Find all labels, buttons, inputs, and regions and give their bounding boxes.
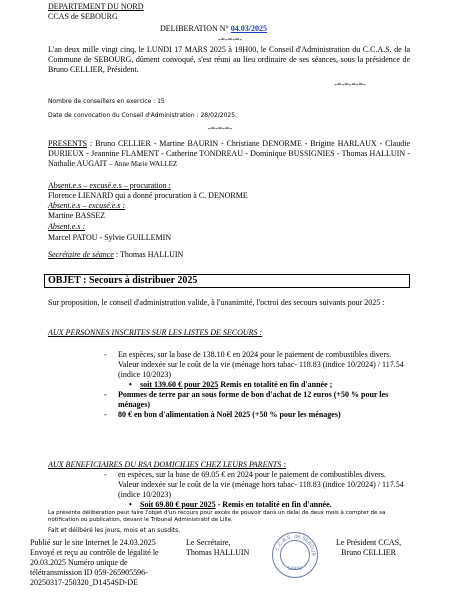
section1-bullet-rest: Remis en totalité en fin d'année ;	[218, 380, 333, 389]
section2-bullet	[126, 500, 404, 510]
department-title: DEPARTEMENT DU NORD	[48, 2, 144, 11]
section1-bullet-amount: soit 139.60 € pour 2025	[140, 380, 219, 389]
stamp-inner-ring	[280, 540, 310, 570]
absents-text: Marcel PATOU - Sylvie GUILLEMIN	[48, 233, 172, 242]
stamp-code: 59990	[287, 567, 303, 572]
presents-label: PRESENTS	[48, 139, 88, 148]
section2-bullet-amount: Soit 69.80 € pour 2025	[140, 500, 216, 509]
section2-title: AUX BENEFICIAIRES DU RSA DOMICILIES CHEZ LEURS PARENTS :	[48, 460, 286, 469]
section1-bullet	[126, 380, 404, 390]
presents-paragraph	[48, 139, 410, 169]
absents-label: Absent.e.s :	[48, 222, 86, 231]
section1-item-especes: - En espèces, sur la base de 138.10 € en 2024 pour le paiement de combustibles divers. Valeur indexée sur le coût de la vie (ménage hors tabac- 118.83 (indice 10/2024) / 117.54 (indice 10/2023)	[104, 350, 404, 380]
fait-delibere: Fait et délibéré les jours, mois et an susdits.	[48, 527, 181, 534]
official-stamp	[272, 532, 318, 578]
absents-excuses-text: Martine BASSEZ	[48, 211, 106, 220]
separator: -=-=-=-	[207, 124, 233, 133]
absents-procuration-label: Absent.e.s – excusé.e.s – procuration :	[48, 181, 171, 190]
presents-suffix: – Anne Marie WALLEZ	[107, 160, 178, 168]
absents-procuration-text: Florence LIENARD qui a donné procuration à C. DENORME	[48, 191, 248, 200]
presents-text: : Bruno CELLIER - Martine BAURIN - Christiane DENORME - Brigitte HARLAUX - Claudie DURIEUX - Jeannine FLAMENT - Catherine TONDREAU - Dominique BUSSIGNIES - Thomas HALLUIN - Nathalie AUGAIT	[48, 139, 410, 168]
section2-list	[104, 470, 404, 510]
secretaire-line	[48, 250, 183, 260]
president-signature	[336, 538, 401, 558]
date-convocation: Date de convocation du Conseil d'Administration : 28/02/2025.	[48, 112, 237, 119]
president-title: Le Président CCAS,	[336, 538, 402, 547]
secretary-title: Le Secrétaire,	[186, 538, 231, 547]
section1-title: AUX PERSONNES INSCRITES SUR LES LISTES DE SECOURS :	[48, 328, 263, 337]
secretary-name: Thomas HALLUIN	[186, 548, 250, 557]
secretary-signature	[186, 538, 249, 558]
secretaire-text: : Thomas HALLUIN	[113, 250, 184, 259]
separator: -=-=-=-=-	[334, 80, 366, 89]
nombre-conseillers: Nombre de conseillers en exercice : 15	[48, 98, 165, 105]
stamp-text: C.C.A.S. de SEBOUR	[274, 533, 317, 557]
legal-notice: La présente délibération peut faire l'objet d'un recours pour excès de pouvoir dans un délai de deux mois à compter de sa notification ou publication, devant le Tribunal Administratif de Lille.	[48, 510, 386, 523]
section1-item-noel: - 80 € en bon d'alimentation à Noël 2025 (+50 % pour les ménages)	[104, 410, 404, 420]
deliberation-number: 04.03/2025	[230, 24, 267, 33]
section2-bullet-rest: - Remis en totalité en fin d'année.	[215, 500, 332, 509]
deliberation-label: DELIBERATION N°	[160, 24, 229, 33]
section1-item-pommes: - Pommes de terre par an sous forme de bon d'achat de 12 euros (+50 % pour les ménages)	[104, 390, 404, 410]
separator: -=-=-=-	[217, 35, 243, 44]
secretaire-label: Secrétaire de séance	[48, 250, 114, 259]
intro-paragraph: L'an deux mille vingt cinq, le LUNDI 17 MARS 2025 à 19H00, le Conseil d'Administration du C.C.A.S. de la Commune de SEBOURG, dûment convoqué, s'est réuni au lieu ordinaire de ses séances, sous la présidence de Bruno CELLIER, Président.	[48, 45, 410, 74]
ccas-name: CCAS de SEBOURG	[48, 12, 118, 21]
president-name: Bruno CELLIER	[341, 548, 396, 557]
section1-list	[104, 350, 404, 420]
deliberation-heading	[160, 24, 267, 34]
publication-info: Publié sur le site Internet le 24.03.2025 Envoyé et reçu au contrôle de légalité le 20.03.2025 Numéro unique de télétransmission ID 059-265905596-20250317-250320_D1454SD-DE	[30, 538, 159, 587]
proposal-paragraph: Sur proposition, le conseil d'administration valide, à l'unanimité, l'octroi des secours suivants pour 2025 :	[48, 298, 385, 307]
objet-box: OBJET : Secours à distribuer 2025	[44, 274, 410, 288]
absents-excuses-label: Absent.e.s – excusé.e.s :	[48, 201, 126, 210]
section2-item-especes: - en espèces, sur la base de 69.05 € en 2024 pour le paiement de combustibles divers. Valeur indexée sur le coût de la vie (ménage hors tabac- 118.83 (indice 10/2024) / 117.54 (indice 10/2023)	[104, 470, 404, 500]
